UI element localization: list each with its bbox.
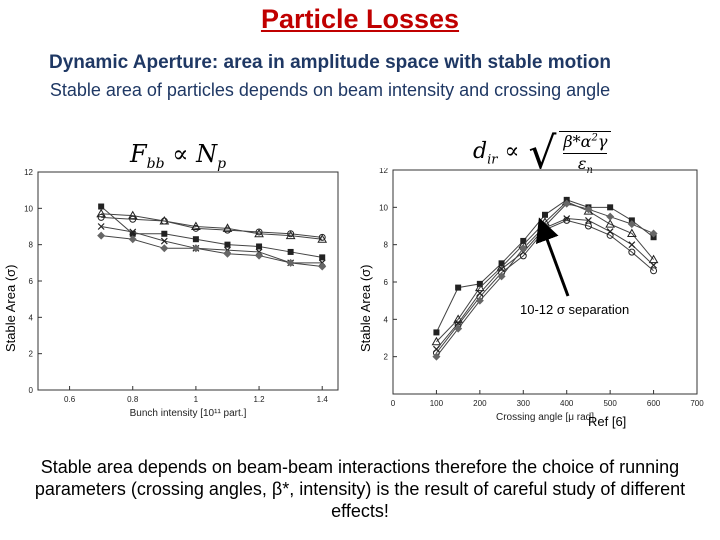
left-data-point [318, 262, 326, 270]
right-data-point [542, 212, 548, 218]
left-plot-frame [38, 172, 338, 390]
left-data-point [193, 236, 199, 242]
right-y-tick-label: 12 [379, 168, 388, 175]
left-y-tick-label: 0 [28, 386, 33, 395]
left-data-point [224, 242, 230, 248]
left-data-point [319, 254, 325, 260]
left-y-tick-label: 6 [28, 277, 33, 286]
slide-title: Particle Losses [260, 4, 460, 34]
slide-subtitle-2: Stable area of particles depends on beam intensity and crossing angle [49, 80, 611, 100]
right-y-tick-label: 2 [383, 352, 388, 362]
right-y-tick-label: 10 [379, 203, 388, 213]
left-formula: $F_{bb} \propto N_p$ [130, 140, 227, 172]
left-data-point [256, 243, 262, 249]
right-series-line [436, 220, 653, 353]
right-x-tick-label: 200 [473, 399, 487, 408]
left-y-tick-label: 10 [24, 204, 33, 214]
left-data-point [98, 204, 104, 210]
left-x-tick-label: 0.8 [127, 395, 139, 404]
right-chart [373, 168, 715, 428]
left-chart [18, 160, 345, 430]
right-y-tick-label: 4 [383, 315, 388, 325]
left-x-axis-title: Bunch intensity [10¹¹ part.] [129, 408, 247, 419]
right-x-tick-label: 500 [603, 399, 617, 408]
left-y-tick-label: 2 [28, 349, 33, 359]
right-data-point [455, 285, 461, 291]
right-x-tick-label: 100 [429, 399, 444, 408]
bottom-conclusion: Stable area depends on beam-beam interactions therefore the choice of running parameters (crossing angles, β*, intensity) is the result of careful study of different effects! [34, 457, 686, 521]
left-data-point [160, 244, 168, 252]
right-data-point [607, 204, 613, 210]
left-y-tick-label: 8 [28, 240, 33, 250]
left-y-tick-label: 4 [28, 313, 33, 323]
right-x-tick-label: 300 [516, 399, 530, 408]
separation-annotation: 10-12 σ separation [520, 302, 630, 317]
right-data-point [433, 329, 439, 335]
right-data-point [629, 242, 635, 248]
right-plot-frame [393, 170, 697, 394]
left-x-tick-label: 0.6 [64, 395, 76, 404]
left-data-point [223, 250, 231, 258]
right-y-tick-label: 6 [383, 278, 388, 287]
annotation-arrow [541, 223, 568, 296]
right-chart-container [355, 118, 715, 430]
right-formula: $d_{ir}$ ∝ √ $\frac{\beta*\alpha^2\gamma}{\varepsilon_n}$ [473, 128, 611, 190]
left-data-point [288, 249, 294, 255]
right-x-tick-label: 0 [390, 399, 396, 408]
left-x-tick-label: 1.4 [316, 395, 328, 404]
left-y-axis-title: Stable Area (σ) [3, 264, 18, 352]
right-x-tick-label: 700 [690, 399, 704, 408]
reference-label: Ref [6] [588, 414, 627, 429]
right-y-axis-title: Stable Area (σ) [358, 264, 373, 352]
right-y-tick-label: 8 [383, 240, 388, 250]
left-data-point [97, 232, 105, 240]
right-x-tick-label: 400 [560, 399, 574, 408]
left-y-tick-label: 12 [24, 168, 33, 177]
left-chart-container [0, 140, 345, 430]
slide-subtitle: Dynamic Aperture: area in amplitude space with stable motion [48, 52, 612, 73]
left-x-tick-label: 1.2 [253, 395, 265, 404]
left-data-point [161, 231, 167, 237]
right-x-axis-title: Crossing angle [μ rad] [495, 412, 595, 423]
right-x-tick-label: 600 [646, 399, 661, 408]
left-series-line [101, 227, 322, 263]
right-data-point [606, 213, 614, 221]
left-x-tick-label: 1 [193, 395, 199, 404]
